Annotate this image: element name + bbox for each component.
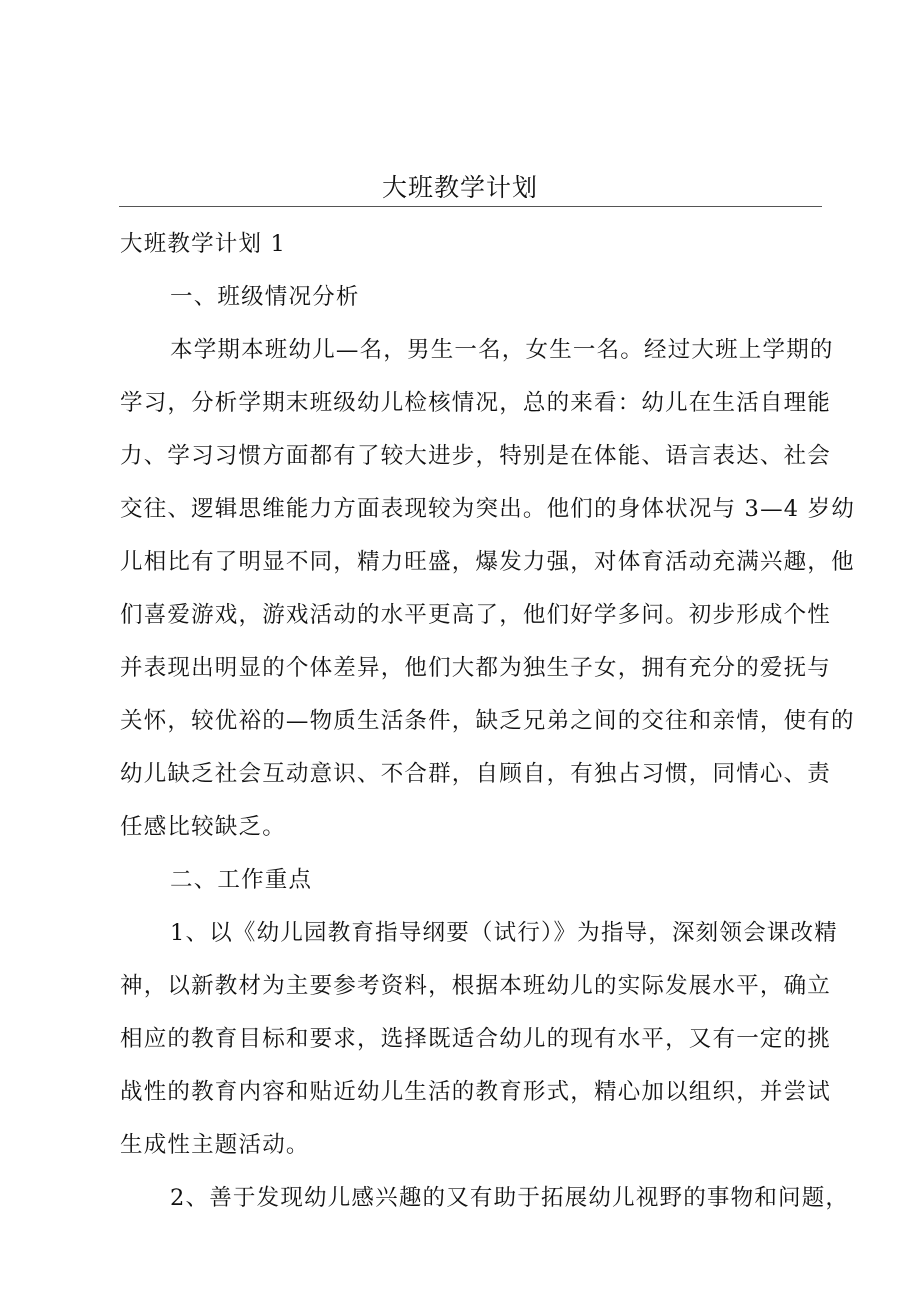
list-item-line: 生成性主题活动。 bbox=[120, 1132, 310, 1158]
list-item-line: 2、善于发现幼儿感兴趣的又有助于拓展幼儿视野的事物和问题， bbox=[170, 1185, 850, 1211]
paragraph-line: 本学期本班幼儿—名，男生一名，女生一名。经过大班上学期的 bbox=[170, 337, 834, 363]
title-divider bbox=[119, 206, 822, 207]
document-body bbox=[120, 218, 856, 1225]
document-title: 大班教学计划 bbox=[381, 173, 538, 202]
paragraph-line: 任感比较缺乏。 bbox=[120, 814, 286, 840]
paragraph-line: 关怀，较优裕的—物质生活条件，缺乏兄弟之间的交往和亲情，使有的 bbox=[120, 708, 855, 734]
subtitle: 大班教学计划 1 bbox=[120, 231, 287, 257]
list-item-line: 1、以《幼儿园教育指导纲要（试行）》为指导，深刻领会课改精 bbox=[170, 920, 838, 946]
paragraph-line: 并表现出明显的个体差异，他们大都为独生子女，拥有充分的爱抚与 bbox=[120, 655, 832, 681]
paragraph-line: 儿相比有了明显不同，精力旺盛，爆发力强，对体育活动充满兴趣，他 bbox=[120, 549, 855, 575]
list-item-line: 相应的教育目标和要求，选择既适合幼儿的现有水平，又有一定的挑 bbox=[120, 1026, 832, 1052]
paragraph-line: 力、学习习惯方面都有了较大进步，特别是在体能、语言表达、社会 bbox=[120, 443, 832, 469]
paragraph-line: 交往、逻辑思维能力方面表现较为突出。他们的身体状况与 3—4 岁幼 bbox=[120, 496, 856, 522]
list-item-line: 神，以新教材为主要参考资料，根据本班幼儿的实际发展水平，确立 bbox=[120, 973, 832, 999]
section-heading-1: 一、班级情况分析 bbox=[170, 284, 360, 310]
section-heading-2: 二、工作重点 bbox=[170, 867, 313, 893]
paragraph-line: 学习，分析学期末班级幼儿检核情况，总的来看：幼儿在生活自理能 bbox=[120, 390, 832, 416]
paragraph-line: 幼儿缺乏社会互动意识、不合群，自顾自，有独占习惯，同情心、责 bbox=[120, 761, 832, 787]
paragraph-line: 们喜爱游戏，游戏活动的水平更高了，他们好学多问。初步形成个性 bbox=[120, 602, 832, 628]
list-item-line: 战性的教育内容和贴近幼儿生活的教育形式，精心加以组织，并尝试 bbox=[120, 1079, 832, 1105]
